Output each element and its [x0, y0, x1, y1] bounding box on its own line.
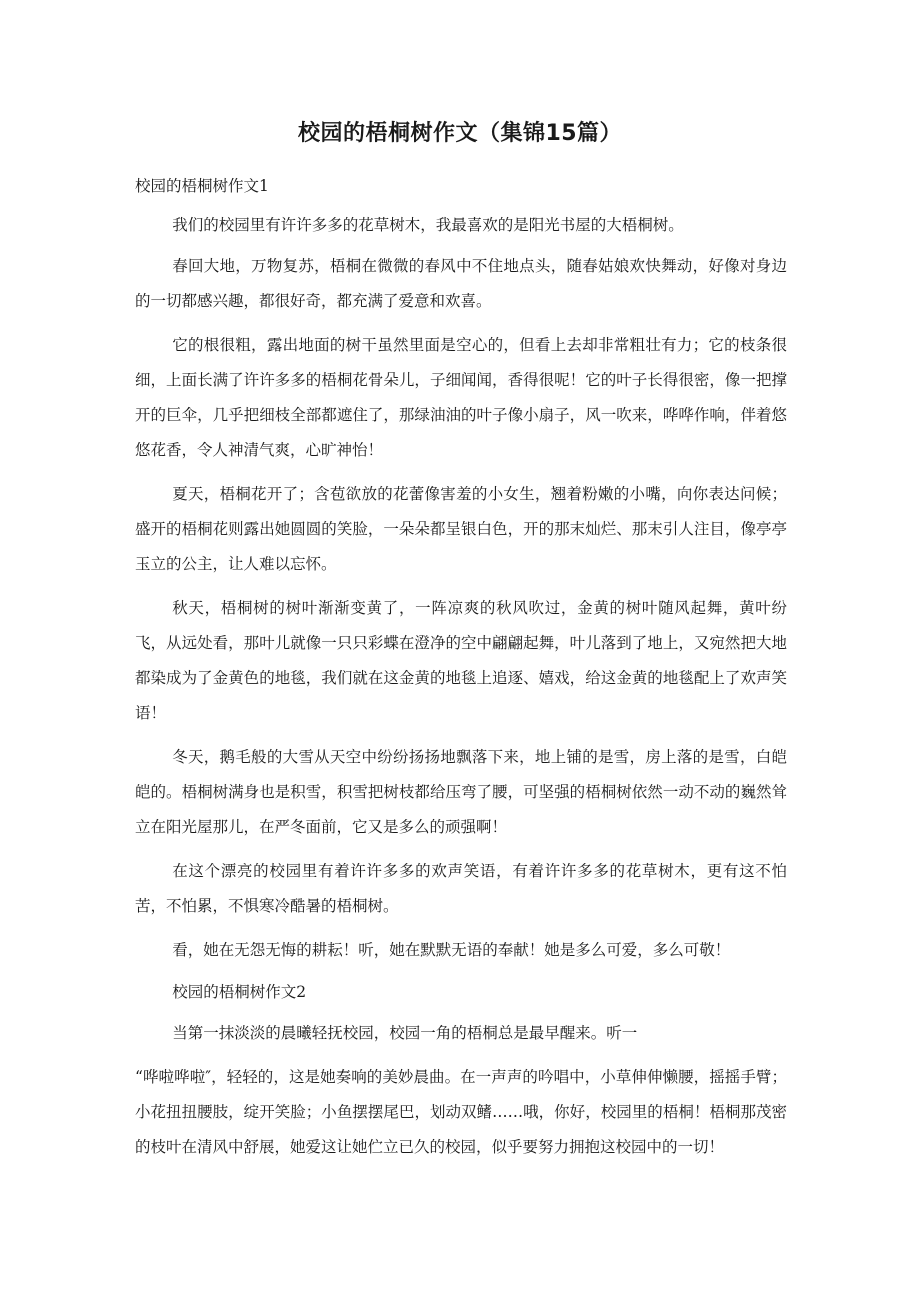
paragraph: 夏天，梧桐花开了；含苞欲放的花蕾像害羞的小女生，翘着粉嫩的小嘴，向你表达问候；盛开的梧桐花则露出她圆圆的笑脸，一朵朵都呈银白色，开的那末灿烂、那末引人注目，像亭亭玉立的公主，让人难以忘怀。	[135, 485, 787, 573]
paragraph: 当第一抹淡淡的晨曦轻抚校园，校园一角的梧桐总是最早醒来。听一	[172, 1024, 638, 1042]
paragraph: 我们的校园里有许许多多的花草树木，我最喜欢的是阳光书屋的大梧桐树。	[172, 216, 684, 234]
paragraph: 它的根很粗，露出地面的树干虽然里面是空心的，但看上去却非常粗壮有力；它的枝条很细，上面长满了许许多多的梧桐花骨朵儿，子细闻闻，香得很呢！它的叶子长得很密，像一把撑开的巨伞，几乎把细枝全部都遮住了，那绿油油的叶子像小扇子，风一吹来，哗哗作响，伴着悠悠花香，令人神清气爽，心旷神怡！	[135, 336, 787, 459]
paragraph: “哗啦哗啦″，轻轻的，这是她奏响的美妙晨曲。在一声声的吟唱中，小草伸伸懒腰，摇摇手臂；小花扭扭腰肢，绽开笑脸；小鱼摆摆尾巴，划动双鳍……哦，你好，校园里的梧桐！梧桐那茂密的枝叶在清风中舒展，她爱这让她伫立已久的校园，似乎要努力拥抱这校园中的一切！	[135, 1068, 787, 1156]
paragraph: 看，她在无怨无悔的耕耘！听，她在默默无语的奉献！她是多么可爱，多么可敬！	[172, 941, 731, 959]
document-title: 校园的梧桐树作文（集锦15篇）	[297, 121, 623, 146]
paragraph: 秋天，梧桐树的树叶渐渐变黄了，一阵凉爽的秋风吹过，金黄的树叶随风起舞，黄叶纷飞，从远处看，那叶儿就像一只只彩蝶在澄净的空中翩翩起舞，叶儿落到了地上，又宛然把大地都染成为了金黄色的地毯，我们就在这金黄的地毯上追逐、嬉戏，给这金黄的地毯配上了欢声笑语！	[135, 599, 787, 722]
section-2-heading: 校园的梧桐树作文2	[172, 983, 307, 1001]
paragraph: 在这个漂亮的校园里有着许许多多的欢声笑语，有着许许多多的花草树木，更有这不怕苦，不怕累，不惧寒冷酷暑的梧桐树。	[135, 862, 787, 915]
document-body	[135, 171, 787, 1174]
section-1-heading: 校园的梧桐树作文1	[135, 177, 269, 195]
paragraph: 春回大地，万物复苏，梧桐在微微的春风中不住地点头，随春姑娘欢快舞动，好像对身边的一切都感兴趣，都很好奇，都充满了爱意和欢喜。	[135, 257, 787, 310]
paragraph: 冬天，鹅毛般的大雪从天空中纷纷扬扬地飘落下来，地上铺的是雪，房上落的是雪，白皑皑的。梧桐树满身也是积雪，积雪把树枝都给压弯了腰，可坚强的梧桐树依然一动不动的巍然耸立在阳光屋那儿，在严冬面前，它又是多么的顽强啊！	[135, 748, 787, 836]
